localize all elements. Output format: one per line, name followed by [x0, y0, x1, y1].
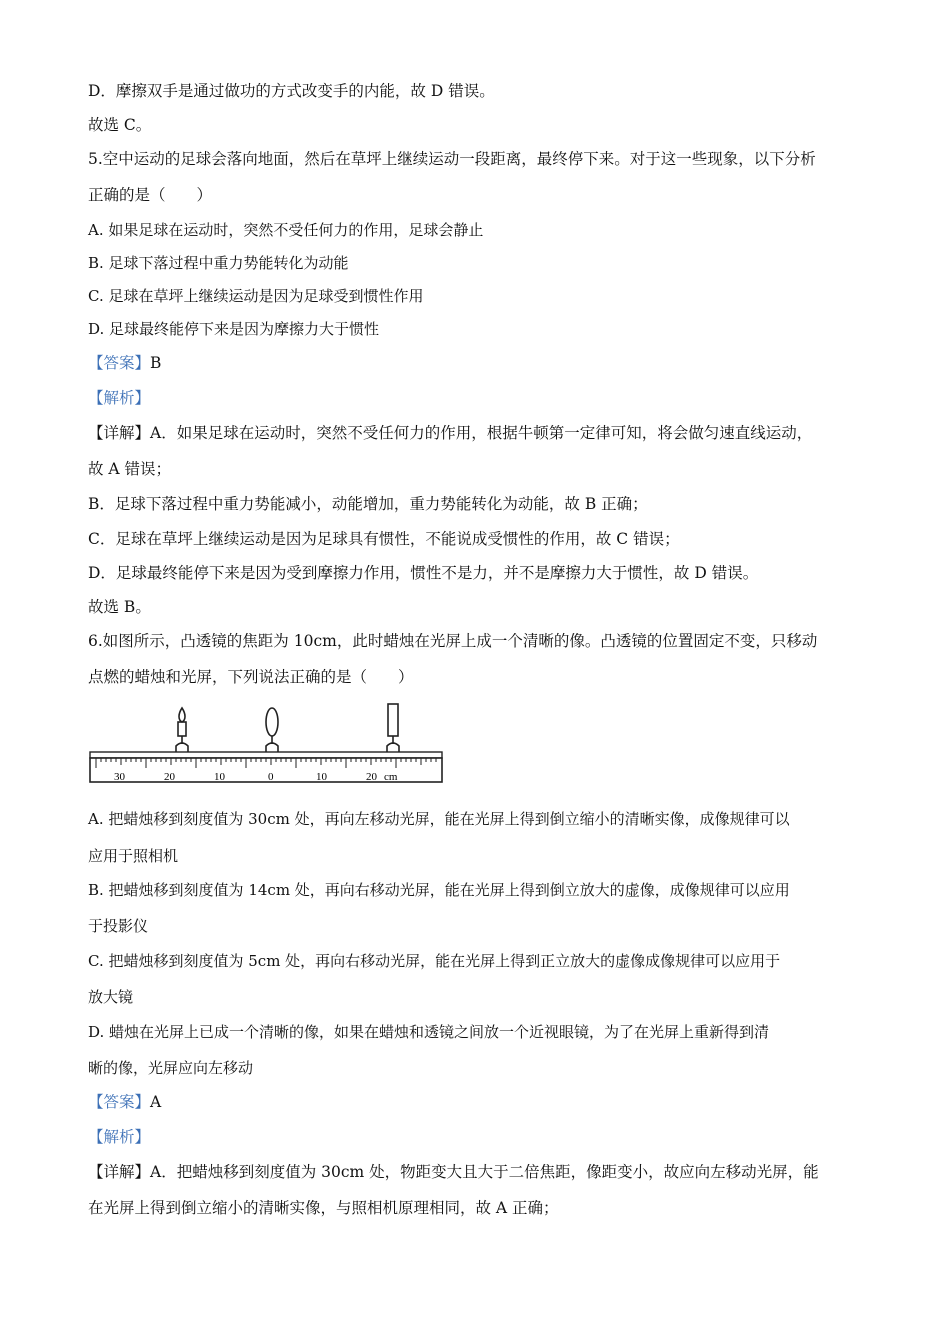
text-line: 故 A 错误； — [88, 460, 172, 478]
analysis-tag: 【解析】 — [88, 1128, 151, 1146]
option-a-cont: 应用于照相机 — [88, 847, 179, 865]
candle-icon — [176, 708, 188, 752]
answer-value: A — [150, 1093, 162, 1111]
option-d: D. 蜡烛在光屏上已成一个清晰的像，如果在蜡烛和透镜之间放一个近视眼镜，为了在光屏上重新得到清 — [88, 1023, 770, 1041]
scale-label: 20 — [366, 771, 377, 783]
text-line: 故选 B。 — [88, 598, 151, 616]
option-c: C. 把蜡烛移到刻度值为 5cm 处，再向右移动光屏，能在光屏上得到正立放大的虚像成像规律可以应用于 — [88, 952, 781, 970]
text-line: D．足球最终能停下来是因为受到摩擦力作用，惯性不是力，并不是摩擦力大于惯性，故 D 错误。 — [88, 564, 759, 582]
option-d: D. 足球最终能停下来是因为摩擦力大于惯性 — [88, 320, 380, 338]
option-c-cont: 放大镜 — [88, 988, 134, 1006]
option-b: B. 足球下落过程中重力势能转化为动能 — [88, 254, 349, 272]
answer-line — [88, 1091, 161, 1113]
text-line: B．足球下落过程中重力势能减小，动能增加，重力势能转化为动能，故 B 正确； — [88, 495, 648, 513]
answer-line — [88, 352, 161, 374]
question-6-stem: 6.如图所示，凸透镜的焦距为 10cm，此时蜡烛在光屏上成一个清晰的像。凸透镜的位置固定不变，只移动 — [88, 632, 818, 650]
option-a: A. 如果足球在运动时，突然不受任何力的作用，足球会静止 — [88, 221, 484, 239]
analysis-tag: 【解析】 — [88, 389, 151, 407]
scale-unit: cm — [384, 771, 398, 783]
bench-rail — [90, 752, 442, 758]
option-b-cont: 于投影仪 — [88, 917, 149, 935]
text-line: 在光屏上得到倒立缩小的清晰实像，与照相机原理相同，故 A 正确； — [88, 1199, 559, 1217]
text-line: 故选 C。 — [88, 116, 152, 134]
lens-icon — [266, 708, 278, 752]
scale-label: 30 — [114, 771, 125, 783]
screen-icon — [387, 704, 399, 752]
optical-bench-figure — [88, 700, 448, 792]
answer-value: B — [150, 354, 162, 372]
scale-label: 20 — [164, 771, 175, 783]
question-5-stem: 5.空中运动的足球会落向地面，然后在草坪上继续运动一段距离，最终停下来。对于这一些现象，以下分析 — [88, 150, 816, 168]
option-c: C. 足球在草坪上继续运动是因为足球受到惯性作用 — [88, 287, 424, 305]
answer-tag: 【答案】 — [88, 1093, 151, 1111]
text-line: C．足球在草坪上继续运动是因为足球具有惯性，不能说成受惯性的作用，故 C 错误； — [88, 530, 680, 548]
scale-label: 10 — [214, 771, 225, 783]
scale-label: 10 — [316, 771, 327, 783]
question-5-stem-cont: 正确的是（ ） — [88, 186, 213, 204]
scale-label: 0 — [268, 771, 274, 783]
option-b: B. 把蜡烛移到刻度值为 14cm 处，再向右移动光屏，能在光屏上得到倒立放大的虚像，成像规律可以应用 — [88, 881, 790, 899]
answer-tag: 【答案】 — [88, 354, 151, 372]
text-line: D．摩擦双手是通过做功的方式改变手的内能，故 D 错误。 — [88, 82, 495, 100]
option-a: A. 把蜡烛移到刻度值为 30cm 处，再向左移动光屏，能在光屏上得到倒立缩小的清晰实像，成像规律可以 — [88, 810, 790, 828]
text-line: 【详解】A．把蜡烛移到刻度值为 30cm 处，物距变大且大于二倍焦距，像距变小，故应向左移动光屏，能 — [88, 1163, 819, 1181]
text-line: 【详解】A．如果足球在运动时，突然不受任何力的作用，根据牛顿第一定律可知，将会做匀速直线运动， — [88, 424, 813, 442]
question-6-stem-cont: 点燃的蜡烛和光屏，下列说法正确的是（ ） — [88, 668, 414, 686]
option-d-cont: 晰的像，光屏应向左移动 — [88, 1059, 254, 1077]
